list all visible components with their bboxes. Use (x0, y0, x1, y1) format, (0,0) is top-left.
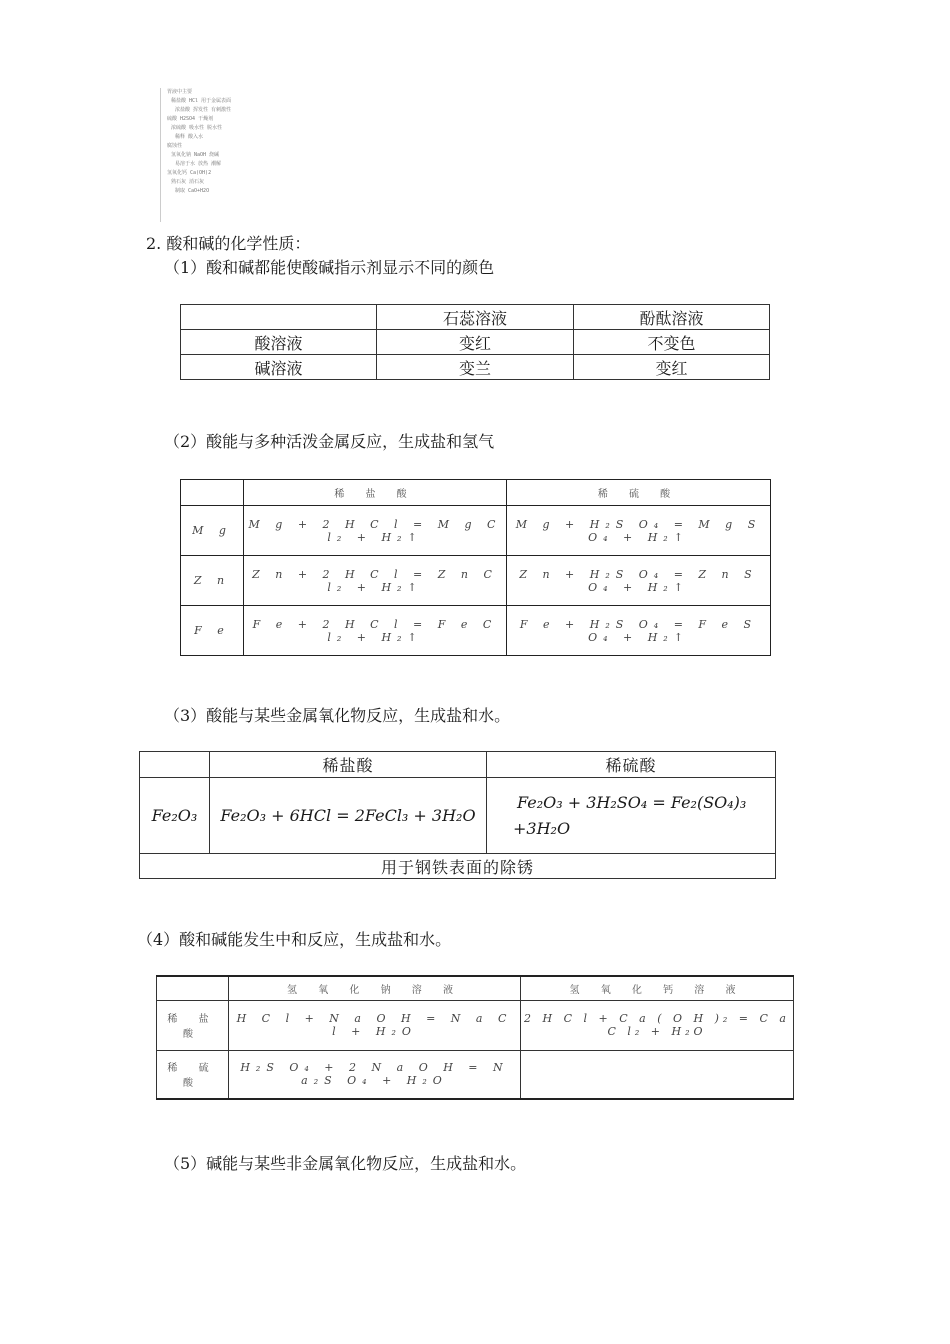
indicator-row-label: 碱溶液 (181, 355, 377, 380)
metal-equation: M g + H₂S O₄ = M g S O₄ + H₂↑ (507, 506, 771, 556)
metal-row-label: Z n (181, 556, 244, 606)
metal-row-label: F e (181, 606, 244, 656)
oxide-hcl-equation: Fe₂O₃ + 6HCl = 2FeCl₃ + 3H₂O (210, 778, 487, 854)
faint-note-line: 熟石灰 消石灰 (171, 179, 205, 185)
item5-title: （5）碱能与某些非金属氧化物反应，生成盐和水。 (164, 1154, 527, 1173)
neutral-row-label: 稀 硫 酸 (157, 1050, 229, 1099)
metal-header-hcl: 稀 盐 酸 (244, 480, 507, 506)
indicator-header-litmus: 石蕊溶液 (377, 305, 574, 330)
faint-note-line: 氢氧化钠 NaOH 烧碱 (171, 152, 220, 158)
item3-title: （3）酸能与某些金属氧化物反应，生成盐和水。 (164, 706, 511, 725)
neutralization-table (156, 975, 794, 1100)
neutral-header-naoh: 氢 氧 化 钠 溶 液 (229, 976, 521, 1000)
indicator-cell: 变兰 (377, 355, 574, 380)
oxide-row-label: Fe₂O₃ (140, 778, 210, 854)
indicator-row-label: 酸溶液 (181, 330, 377, 355)
oxide-header-h2so4: 稀硫酸 (487, 752, 776, 778)
neutral-row-label: 稀 盐 酸 (157, 1000, 229, 1050)
oxide-header-hcl: 稀盐酸 (210, 752, 487, 778)
item2-title: （2）酸能与多种活泼金属反应，生成盐和氢气 (164, 432, 495, 451)
item4-title: （4）酸和碱能发生中和反应，生成盐和水。 (137, 930, 452, 949)
metal-equation: F e + H₂S O₄ = F e S O₄ + H₂↑ (507, 606, 771, 656)
faint-note-line: 氢氧化钙 Ca(OH)2 (167, 170, 212, 176)
faint-note-line: 胃液中主要 (167, 89, 193, 95)
oxide-reaction-table (139, 751, 776, 879)
indicator-header-empty (181, 305, 377, 330)
metal-equation: F e + 2 H C l = F e C l₂ + H₂↑ (244, 606, 507, 656)
metal-row-label: M g (181, 506, 244, 556)
faint-note-line: 稀释 酸入水 (175, 134, 204, 140)
oxide-table-footer: 用于钢铁表面的除锈 (140, 854, 776, 879)
section-heading: 2. 酸和碱的化学性质： (146, 234, 311, 253)
indicator-header-phenolphthalein: 酚酞溶液 (574, 305, 770, 330)
metal-equation: Z n + 2 H C l = Z n C l₂ + H₂↑ (244, 556, 507, 606)
oxide-header-empty (140, 752, 210, 778)
item1-title: （1）酸和碱都能使酸碱指示剂显示不同的颜色 (164, 258, 495, 277)
oxide-h2so4-equation-cell (487, 778, 776, 854)
oxide-h2so4-equation-line2: +3H₂O (513, 818, 571, 838)
metal-header-empty (181, 480, 244, 506)
faint-note-line: 浓盐酸 挥发性 有刺激性 (175, 107, 232, 113)
indicator-cell: 变红 (574, 355, 770, 380)
faint-note-line: 腐蚀性 (167, 143, 183, 149)
neutral-equation: H C l + N a O H = N a C l + H₂O (229, 1000, 521, 1050)
neutral-header-empty (157, 976, 229, 1000)
faint-note-line: 制取 CaO+H2O (175, 188, 210, 194)
indicator-cell: 变红 (377, 330, 574, 355)
indicator-cell: 不变色 (574, 330, 770, 355)
indicator-table (180, 304, 770, 380)
neutral-header-caoh2: 氢 氧 化 钙 溶 液 (521, 976, 794, 1000)
faint-note-line: 稀盐酸 HCl 用于金属表面 (171, 98, 232, 104)
neutral-equation: H₂S O₄ + 2 N a O H = N a₂S O₄ + H₂O (229, 1050, 521, 1099)
neutral-empty-cell (521, 1050, 794, 1099)
metal-equation: Z n + H₂S O₄ = Z n S O₄ + H₂↑ (507, 556, 771, 606)
metal-reaction-table (180, 479, 771, 656)
metal-header-h2so4: 稀 硫 酸 (507, 480, 771, 506)
metal-equation: M g + 2 H C l = M g C l₂ + H₂↑ (244, 506, 507, 556)
faint-note-line: 易溶于水 放热 潮解 (175, 161, 222, 167)
neutral-equation: 2 H C l + C a ( O H )₂ = C a C l₂ + H₂O (521, 1000, 794, 1050)
faint-note-line: 硫酸 H2SO4 干燥剂 (167, 116, 214, 122)
faint-notes-block (160, 88, 241, 222)
faint-note-line: 浓硫酸 吸水性 脱水性 (171, 125, 223, 131)
oxide-h2so4-equation-line1: Fe₂O₃ + 3H₂SO₄ = Fe₂(SO₄)₃ (517, 792, 747, 812)
